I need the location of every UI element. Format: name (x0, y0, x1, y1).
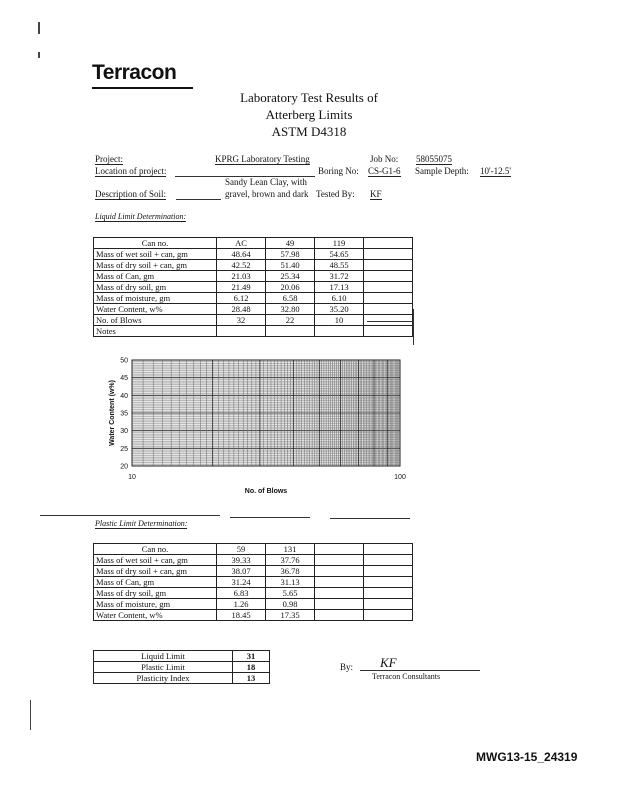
blank-cell (364, 304, 413, 315)
cell-value (315, 326, 364, 337)
table-row (94, 326, 413, 337)
x-axis-label: No. of Blows (244, 488, 288, 495)
cell-value: 48.64 (217, 249, 266, 260)
cell-value (315, 610, 364, 621)
table-row (94, 662, 270, 673)
blank-cell (364, 293, 413, 304)
table-row (94, 673, 270, 684)
row-label: Mass of wet soil + can, gm (94, 555, 217, 566)
cell-value: 37.76 (266, 555, 315, 566)
terracon-logo (92, 60, 194, 86)
cell-value: 54.65 (315, 249, 364, 260)
row-label: Mass of dry soil, gm (94, 588, 217, 599)
cell-value: 36.78 (266, 566, 315, 577)
y-tick-label: 45 (120, 375, 128, 383)
column-header: Can no. (94, 238, 217, 249)
table-row (94, 599, 413, 610)
description-label: Description of Soil: (95, 189, 166, 199)
column-header (315, 544, 364, 555)
cell-value: 17.35 (266, 610, 315, 621)
table-row (94, 555, 413, 566)
cell-value: 31.72 (315, 271, 364, 282)
table-row (94, 271, 413, 282)
result-label: Liquid Limit (94, 651, 233, 662)
report-subtitle: Atterberg Limits (265, 107, 353, 122)
cell-value: 17.13 (315, 282, 364, 293)
cell-value (364, 566, 413, 577)
job-value: 58055075 (416, 154, 452, 164)
sample-depth-label: Sample Depth: (415, 166, 469, 176)
scan-speck (38, 22, 40, 34)
table-row (94, 282, 413, 293)
job-label: Job No: (370, 154, 399, 164)
report-title: Laboratory Test Results of (240, 90, 378, 105)
cell-value: 35.20 (315, 304, 364, 315)
table-header-row (94, 544, 413, 555)
cell-value: 10 (315, 315, 364, 326)
cell-value (217, 326, 266, 337)
scan-speck (30, 700, 31, 730)
row-label: Mass of moisture, gm (94, 293, 217, 304)
sample-depth-value: 10'-12.5' (480, 166, 511, 176)
row-label: Mass of Can, gm (94, 271, 217, 282)
cell-value (364, 610, 413, 621)
row-label: Mass of dry soil, gm (94, 282, 217, 293)
cell-value (364, 588, 413, 599)
blank-cell (364, 326, 413, 337)
row-label: Mass of dry soil + can, gm (94, 260, 217, 271)
cell-value: 31.24 (217, 577, 266, 588)
result-value: 31 (233, 651, 270, 662)
column-header: 119 (315, 238, 364, 249)
liquid-limit-table (93, 237, 413, 337)
grid-lines (132, 360, 400, 466)
row-label: Water Content, w% (94, 610, 217, 621)
cell-value: 21.49 (217, 282, 266, 293)
project-value: KPRG Laboratory Testing (215, 154, 310, 164)
result-value: 18 (233, 662, 270, 673)
cell-value (266, 326, 315, 337)
table-row (94, 249, 413, 260)
row-label: Mass of dry soil + can, gm (94, 566, 217, 577)
y-tick-label: 40 (120, 392, 128, 400)
results-table (93, 650, 270, 684)
row-label: Mass of wet soil + can, gm (94, 249, 217, 260)
description-line1: Sandy Lean Clay, with (225, 177, 307, 187)
column-header: AC (217, 238, 266, 249)
tested-by-value: KF (370, 189, 382, 199)
cell-value: 6.58 (266, 293, 315, 304)
x-tick-label: 10 (128, 474, 136, 481)
table-header-row (94, 238, 413, 249)
cell-value (315, 555, 364, 566)
row-label: Notes (94, 326, 217, 337)
row-label: Water Content, w% (94, 304, 217, 315)
by-label: By: (340, 662, 354, 672)
cell-value: 0.98 (266, 599, 315, 610)
cell-value: 42.52 (217, 260, 266, 271)
cell-value (315, 599, 364, 610)
cell-value: 22 (266, 315, 315, 326)
table-row (94, 566, 413, 577)
cell-value: 20.06 (266, 282, 315, 293)
table-row (94, 610, 413, 621)
cell-value (315, 588, 364, 599)
plastic-limit-heading: Plastic Limit Determination: (95, 519, 188, 528)
signature-mark: KF (380, 655, 397, 670)
cell-value: 21.03 (217, 271, 266, 282)
cell-value: 1.26 (217, 599, 266, 610)
blank-cell (364, 315, 413, 326)
x-axis-ticks (128, 474, 406, 481)
result-label: Plastic Limit (94, 662, 233, 673)
cell-value: 31.13 (266, 577, 315, 588)
tested-by-label: Tested By: (316, 189, 355, 199)
column-header: Can no. (94, 544, 217, 555)
table-row (94, 577, 413, 588)
cell-value (364, 599, 413, 610)
cell-value: 48.55 (315, 260, 364, 271)
blank-cell (364, 238, 413, 249)
project-label: Project: (95, 154, 123, 164)
logo-underline (92, 87, 193, 89)
cell-value: 18.45 (217, 610, 266, 621)
cell-value: 6.83 (217, 588, 266, 599)
column-header: 59 (217, 544, 266, 555)
boring-value: CS-G1-6 (368, 166, 401, 176)
column-header: 49 (266, 238, 315, 249)
signature-company: Terracon Consultants (372, 672, 441, 681)
cell-value: 5.65 (266, 588, 315, 599)
liquid-limit-heading: Liquid Limit Determination: (95, 212, 187, 221)
cell-value: 38.07 (217, 566, 266, 577)
cell-value: 6.10 (315, 293, 364, 304)
table-row (94, 651, 270, 662)
cell-value: 25.34 (266, 271, 315, 282)
cell-value: 32.80 (266, 304, 315, 315)
table-row (94, 304, 413, 315)
row-label: Mass of Can, gm (94, 577, 217, 588)
flow-curve-chart (88, 350, 418, 500)
cell-value (364, 577, 413, 588)
row-label: Mass of moisture, gm (94, 599, 217, 610)
boring-label: Boring No: (318, 166, 359, 176)
table-row (94, 293, 413, 304)
blank-cell (364, 271, 413, 282)
cell-value: 51.40 (266, 260, 315, 271)
cell-value: 6.12 (217, 293, 266, 304)
cell-value: 57.98 (266, 249, 315, 260)
result-value: 13 (233, 673, 270, 684)
y-tick-label: 30 (120, 428, 128, 436)
blank-cell (364, 260, 413, 271)
column-header (364, 544, 413, 555)
result-label: Plasticity Index (94, 673, 233, 684)
plastic-limit-table (93, 543, 413, 621)
table-row (94, 315, 413, 326)
y-tick-label: 25 (120, 445, 128, 453)
column-header: 131 (266, 544, 315, 555)
row-label: No. of Blows (94, 315, 217, 326)
table-row (94, 260, 413, 271)
cell-value: 32 (217, 315, 266, 326)
cell-value (315, 566, 364, 577)
x-tick-label: 100 (394, 474, 406, 481)
logo-text: Terracon (92, 61, 177, 84)
y-tick-label: 35 (120, 410, 128, 418)
description-line2: gravel, brown and dark (225, 189, 309, 199)
table-row (94, 588, 413, 599)
cell-value: 28.48 (217, 304, 266, 315)
blank-cell (364, 282, 413, 293)
location-label: Location of project: (95, 166, 167, 176)
y-tick-label: 20 (120, 463, 128, 471)
blank-cell (364, 249, 413, 260)
document-id: MWG13-15_24319 (476, 750, 578, 764)
scan-speck (38, 52, 40, 58)
cell-value (315, 577, 364, 588)
cell-value: 39.33 (217, 555, 266, 566)
y-axis-label: Water Content (w%) (109, 380, 116, 446)
cell-value (364, 555, 413, 566)
y-axis-ticks (120, 358, 128, 471)
y-tick-label: 50 (120, 357, 128, 365)
report-standard: ASTM D4318 (271, 124, 347, 139)
